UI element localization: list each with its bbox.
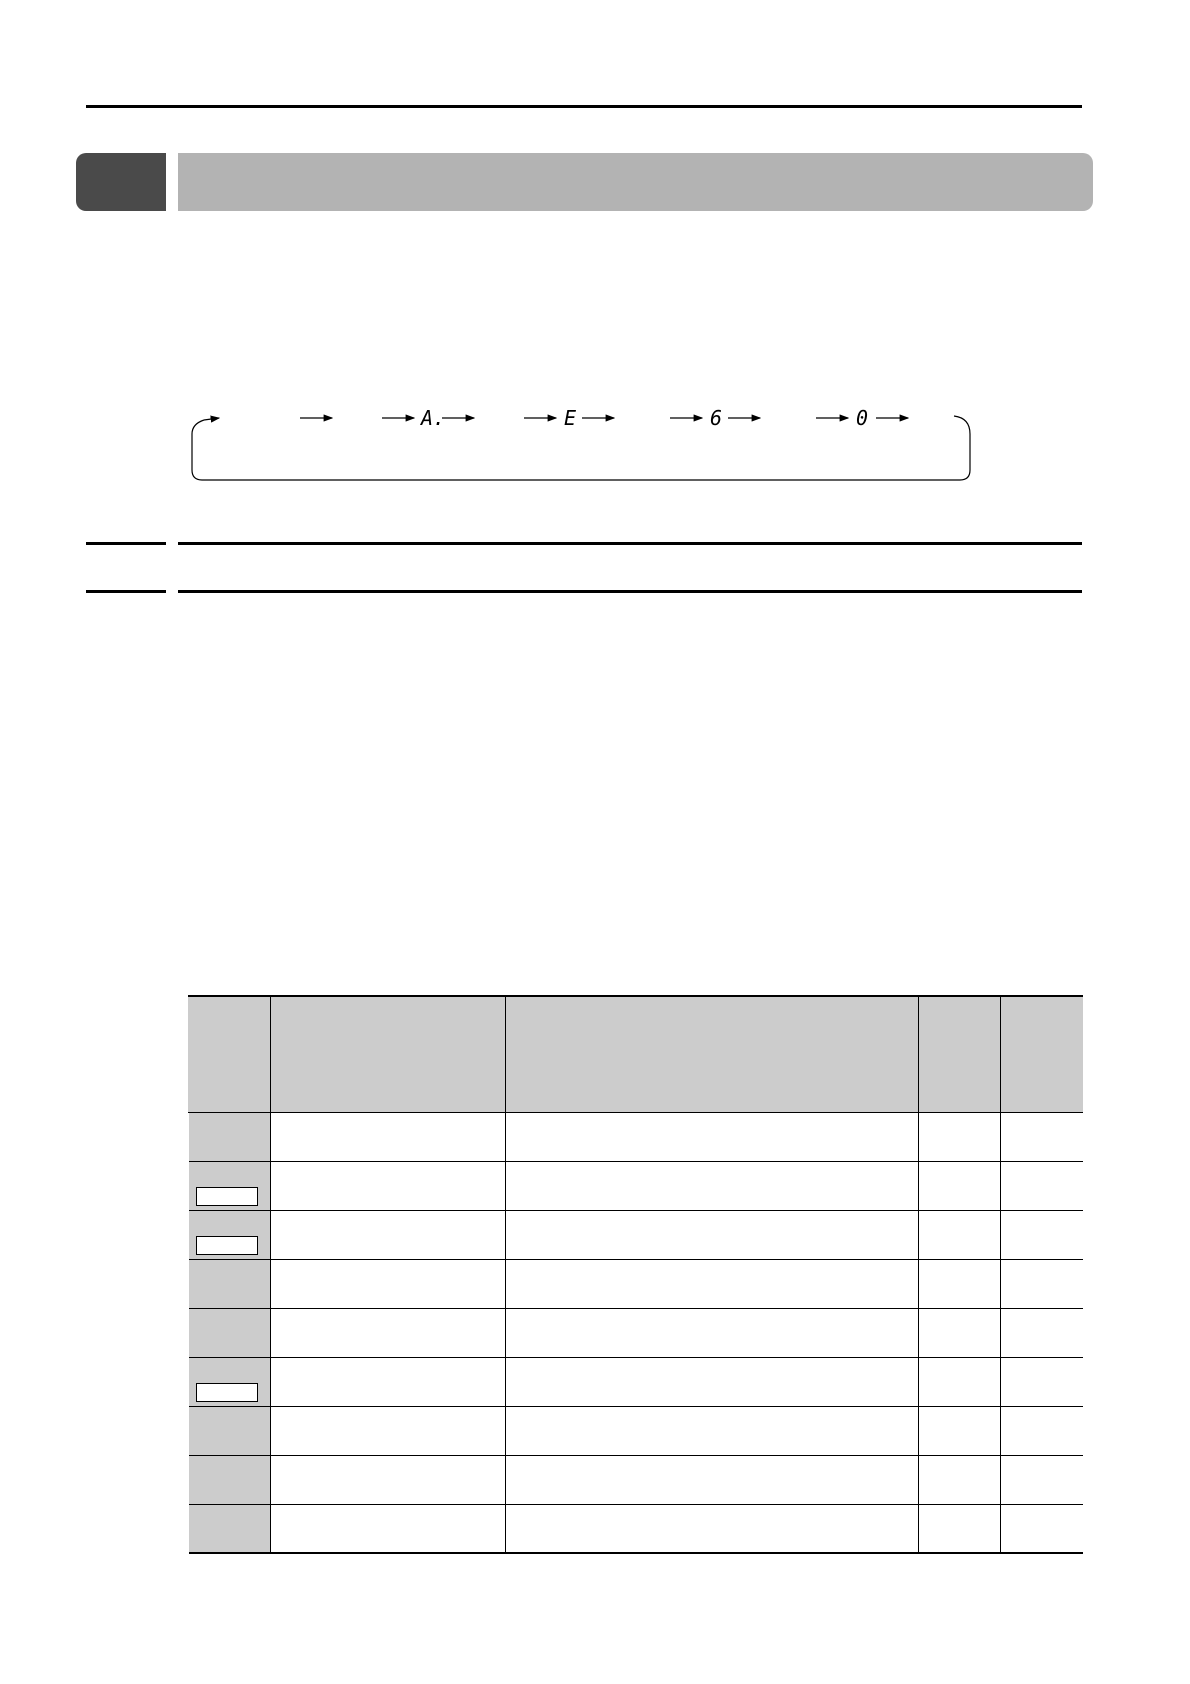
subsection-rule-right: [178, 542, 1082, 545]
column-header: [271, 996, 506, 1112]
alarm-col4-cell: [919, 1357, 1001, 1406]
table-row: [189, 1112, 1083, 1161]
alarm-col5-cell: [1001, 1357, 1083, 1406]
alarm-col4-cell: [919, 1112, 1001, 1161]
alarm-name-cell: [271, 1308, 506, 1357]
alarm-code-cell: [189, 1406, 271, 1455]
alarm-display-sequence-diagram: [190, 400, 990, 490]
alarm-col4-cell: [919, 1455, 1001, 1504]
section-title-bar: [178, 153, 1093, 211]
alarm-col5-cell: [1001, 1406, 1083, 1455]
alarm-name-cell: [271, 1455, 506, 1504]
alarm-col4-cell: [919, 1504, 1001, 1553]
loop-back-line: [192, 416, 970, 480]
alarm-col4-cell: [919, 1259, 1001, 1308]
alarm-col4-cell: [919, 1161, 1001, 1210]
display-digit: 0: [856, 406, 869, 430]
sequence-arrow: [204, 418, 219, 420]
alarm-name-cell: [271, 1357, 506, 1406]
alarm-meaning-cell: [506, 1308, 919, 1357]
column-header: [1001, 996, 1083, 1112]
alarm-code-box: [196, 1187, 258, 1206]
alarm-code-box: [196, 1236, 258, 1255]
alarm-table: [188, 995, 1083, 1554]
alarm-code-cell: [189, 1455, 271, 1504]
alarm-code-cell: [189, 1112, 271, 1161]
subsection-rule-left: [86, 542, 166, 545]
table-row: [189, 1210, 1083, 1259]
subsection-rule-right: [178, 590, 1082, 593]
alarm-col5-cell: [1001, 1308, 1083, 1357]
display-digit: 6: [710, 406, 723, 430]
alarm-col5-cell: [1001, 1112, 1083, 1161]
alarm-col4-cell: [919, 1308, 1001, 1357]
table-row: [189, 1406, 1083, 1455]
alarm-col5-cell: [1001, 1455, 1083, 1504]
alarm-col4-cell: [919, 1210, 1001, 1259]
section-number-box: [76, 153, 166, 211]
display-digit: A.: [421, 406, 446, 430]
table-row: [189, 1259, 1083, 1308]
alarm-code-cell: [189, 1210, 271, 1259]
alarm-meaning-cell: [506, 1259, 919, 1308]
alarm-name-cell: [271, 1210, 506, 1259]
alarm-name-cell: [271, 1112, 506, 1161]
alarm-meaning-cell: [506, 1504, 919, 1553]
top-rule: [86, 105, 1082, 108]
table-row: [189, 1504, 1083, 1553]
alarm-name-cell: [271, 1161, 506, 1210]
alarm-col5-cell: [1001, 1161, 1083, 1210]
subsection-rule-left: [86, 590, 166, 593]
column-header: [506, 996, 919, 1112]
alarm-code-cell: [189, 1504, 271, 1553]
alarm-meaning-cell: [506, 1161, 919, 1210]
alarm-code-cell: [189, 1308, 271, 1357]
alarm-meaning-cell: [506, 1406, 919, 1455]
alarm-name-cell: [271, 1406, 506, 1455]
column-header: [189, 996, 271, 1112]
alarm-code-cell: [189, 1161, 271, 1210]
alarm-col5-cell: [1001, 1504, 1083, 1553]
alarm-col4-cell: [919, 1406, 1001, 1455]
alarm-col5-cell: [1001, 1210, 1083, 1259]
display-digit: E: [564, 406, 577, 430]
table-row: [189, 1161, 1083, 1210]
table-row: [189, 1357, 1083, 1406]
table-header-row: [189, 996, 1083, 1112]
alarm-name-cell: [271, 1504, 506, 1553]
table-row: [189, 1455, 1083, 1504]
alarm-col5-cell: [1001, 1259, 1083, 1308]
alarm-meaning-cell: [506, 1210, 919, 1259]
alarm-meaning-cell: [506, 1357, 919, 1406]
table-row: [189, 1308, 1083, 1357]
alarm-meaning-cell: [506, 1455, 919, 1504]
column-header: [919, 996, 1001, 1112]
alarm-meaning-cell: [506, 1112, 919, 1161]
alarm-name-cell: [271, 1259, 506, 1308]
alarm-code-box: [196, 1383, 258, 1402]
alarm-code-cell: [189, 1357, 271, 1406]
alarm-code-cell: [189, 1259, 271, 1308]
